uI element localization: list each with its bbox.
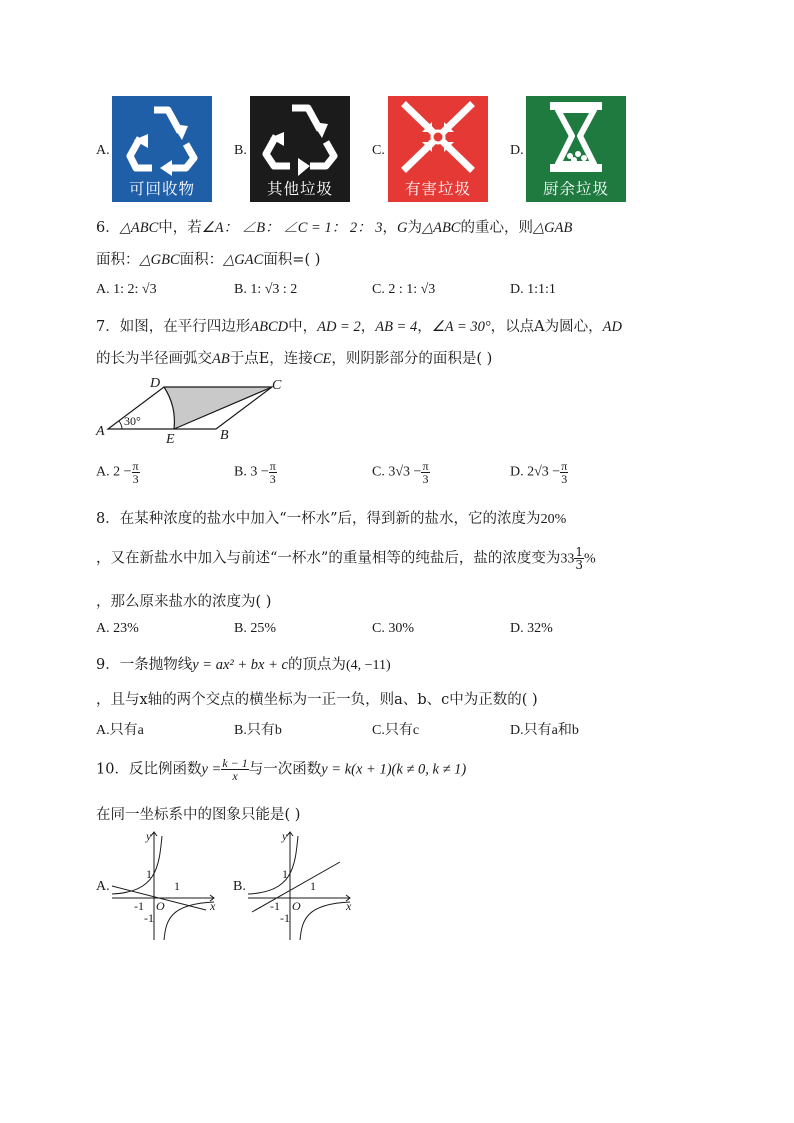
tick-neg1-x: -1 [134,899,144,913]
tick-neg1-x: -1 [270,899,280,913]
hyperbola-branch-lower [300,902,350,940]
frac-num: π [422,459,429,473]
option-prefix: 2 − [113,464,132,480]
q7-text: ，以点A为圆心， [490,319,603,335]
q6-option-b[interactable] [234,282,297,298]
frac-den: 3 [269,472,276,486]
frac-num: π [561,459,568,473]
pi-over-3 [132,460,140,485]
q7-option-a[interactable] [96,460,140,485]
q10-stem-line2: 在同一坐标系中的图象只能是( ) [96,807,301,823]
option-prefix: 3√3 − [388,464,422,480]
q8-mixed-whole: 33 [560,551,575,567]
q6-option-d[interactable] [510,282,556,298]
other-waste-label: 其他垃圾 [266,180,333,198]
q8-option-b[interactable] [234,621,276,637]
q7-text: 于点E，连接 [229,351,313,367]
q5-option-b-key: B. [234,143,247,158]
option-text: 2 : 1: √3 [388,282,436,297]
x-label: x [346,899,352,913]
option-key: A. [96,282,110,297]
q7-ad: AD [602,319,622,335]
label-e: E [166,432,175,445]
q8-percent: % [583,551,596,567]
option-key: C. [372,723,385,738]
label-d: D [150,376,161,391]
q9-option-c[interactable] [372,719,419,739]
q6-option-a[interactable] [96,282,157,298]
q7-option-d[interactable] [510,460,568,485]
label-b: B [220,428,229,443]
q7-ad-value: AD = 2 [317,319,361,335]
option-text: 只有a和b [523,723,579,738]
q10-graph-a [110,828,220,942]
tick-neg1-y: -1 [280,911,290,925]
option-key: B. [234,464,247,480]
option-key: B. [234,621,247,636]
q9-stem-line2: ，且与x轴的两个交点的横坐标为一正一负，则a、b、c中为正数的( ) [96,692,538,708]
option-text: 1: 2: √3 [113,282,157,297]
q5-option-d-key: D. [510,143,524,158]
q8-concentration-20: 20% [540,512,567,527]
pi-over-3 [421,460,429,485]
q7-option-c[interactable] [372,460,430,485]
frac-num: 1 [575,545,583,559]
label-a: A [96,424,105,439]
q7-text: 中， [288,319,318,335]
pi-over-3 [560,460,568,485]
hyperbola-branch-lower [164,902,214,940]
hazardous-waste-sign [388,96,488,202]
tick-neg1-y: -1 [144,911,154,925]
option-text: 25% [250,621,277,636]
q9-text: 的顶点为 [287,657,346,673]
frac-num: k − 1 [222,756,248,770]
q9-option-a[interactable] [96,719,144,739]
q10-option-b-key[interactable]: B. [233,879,246,894]
option-key: D. [510,464,524,480]
q6-triangle-gac: △GAC [223,252,264,268]
q6-text: 的重心，则 [460,220,533,236]
option-prefix: 2√3 − [527,464,561,480]
option-text: 1: √3 : 2 [250,282,298,297]
x-label: x [210,899,216,913]
frac-den: 3 [561,472,568,486]
q7-parallelogram-figure [92,373,292,445]
option-key: B. [234,282,247,297]
q8-stem-line2 [96,546,596,571]
q7-text: ， [417,319,432,335]
q10-inverse-fraction [221,757,248,782]
q7-ab: AB [212,351,230,367]
q7-text: 7．如图，在平行四边形 [96,319,251,335]
frac-num: π [132,459,139,473]
q8-mixed-fraction [574,546,584,571]
q7-ab-value: AB = 4 [375,319,418,335]
option-key: A. [96,621,110,636]
q8-text: 8．在某种浓度的盐水中加入“一杯水”后，得到新的盐水，它的浓度为 [96,511,541,527]
kitchen-waste-sign [526,96,626,202]
option-key: C. [372,282,385,297]
q10-graph-b [246,828,356,942]
option-text: 只有c [384,723,420,738]
origin-label: O [156,899,165,913]
tick-1-y: 1 [146,867,152,881]
option-key: D. [510,282,524,297]
hazardous-waste-label: 有害垃圾 [404,180,471,198]
q8-option-c[interactable] [372,621,414,637]
frac-den: 3 [575,558,583,572]
recycle-icon [112,96,212,178]
y-label: y [146,829,152,843]
frac-den: x [232,769,238,783]
q10-text: 10．反比例函数 [96,761,202,778]
q7-angle-value: ∠A = 30° [431,319,491,335]
tick-1-y: 1 [282,867,288,881]
recyclable-label: 可回收物 [128,180,195,198]
q6-text: 面积： [179,252,224,268]
q8-text: ，又在新盐水中加入与前述“一杯水”的重量相等的纯盐后，盐的浓度变为 [96,550,561,567]
label-angle-30: 30° [124,414,141,428]
q10-linear-equation: y = k(x + 1)(k ≠ 0, k ≠ 1) [321,761,467,778]
option-key: A. [96,723,110,738]
option-key: A. [96,464,110,480]
option-key: D. [510,723,524,738]
q6-stem-line2 [96,248,320,269]
q8-option-a[interactable] [96,621,139,637]
pi-over-3 [269,460,277,485]
origin-label: O [292,899,301,913]
q9-stem-line1 [96,653,391,674]
q7-option-b[interactable] [234,460,277,485]
q7-ce: CE [312,351,332,367]
q7-stem-line2 [96,347,492,368]
frac-den: 3 [132,472,139,486]
q10-y: y = [201,761,222,778]
q10-stem-line1 [96,757,466,782]
label-c: C [272,378,282,393]
hourglass-icon [526,96,626,178]
hazardous-icon [388,96,488,178]
q6-triangle-abc: △ABC [421,220,461,236]
other-waste-sign [250,96,350,202]
tick-1-x: 1 [310,879,316,893]
q5-option-c-key: C. [372,143,385,158]
q7-text: ， [360,319,376,335]
q6-text: 为 [407,220,422,236]
q6-number: 6． [96,220,120,236]
q8-option-d[interactable] [510,621,553,637]
q6-triangle-gbc: △GBC [139,252,180,268]
tick-1-x: 1 [174,879,180,893]
option-key: D. [510,621,524,636]
q9-text: 9．一条抛物线 [96,657,193,673]
q7-stem-line1 [96,315,622,336]
y-label: y [282,829,288,843]
option-text: 32% [527,621,553,636]
q9-vertex: (4, −11) [345,658,391,673]
kitchen-waste-label: 厨余垃圾 [542,180,609,198]
q8-stem-line3: ，那么原来盐水的浓度为( ) [96,594,272,610]
q10-text: 与一次函数 [248,761,322,778]
option-key: C. [372,621,385,636]
q6-triangle-gab: △GAB [532,220,573,236]
option-prefix: 3 − [250,464,269,480]
option-text: 只有a [109,723,144,738]
q6-triangle-abc: △ABC [119,220,159,236]
angle-mark [119,421,122,429]
q6-text: 中，若 [158,220,202,236]
q6-text: ， [382,220,397,236]
option-key: C. [372,464,385,480]
frac-den: 3 [422,472,429,486]
q9-option-b[interactable] [234,719,282,739]
q6-text: 面积： [96,252,140,268]
q7-parallelogram: ABCD [250,319,289,335]
option-text: 23% [113,621,139,636]
q7-text: ，则阴影部分的面积是( ) [331,351,493,367]
other-waste-icon [250,96,350,178]
option-key: B. [234,723,247,738]
q10-option-a-key[interactable]: A. [96,879,110,894]
option-text: 1:1:1 [527,282,556,297]
frac-num: π [269,459,276,473]
q6-option-c[interactable] [372,282,435,298]
q7-text: 的长为半径画弧交 [96,351,212,367]
option-text: 只有b [246,723,282,738]
recyclable-sign [112,96,212,202]
q9-option-d[interactable] [510,719,579,739]
q5-option-a-key: A. [96,143,110,158]
q8-stem-line1 [96,507,566,528]
option-text: 30% [388,621,415,636]
q6-text: 面积=( ) [263,252,321,268]
q6-angle-ratio: ∠A： ∠B： ∠C = 1： 2： 3 [201,220,383,236]
q9-parabola-equation: y = ax² + bx + c [192,657,288,673]
q6-stem-line1 [96,216,572,237]
q6-point-g: G [396,220,408,236]
